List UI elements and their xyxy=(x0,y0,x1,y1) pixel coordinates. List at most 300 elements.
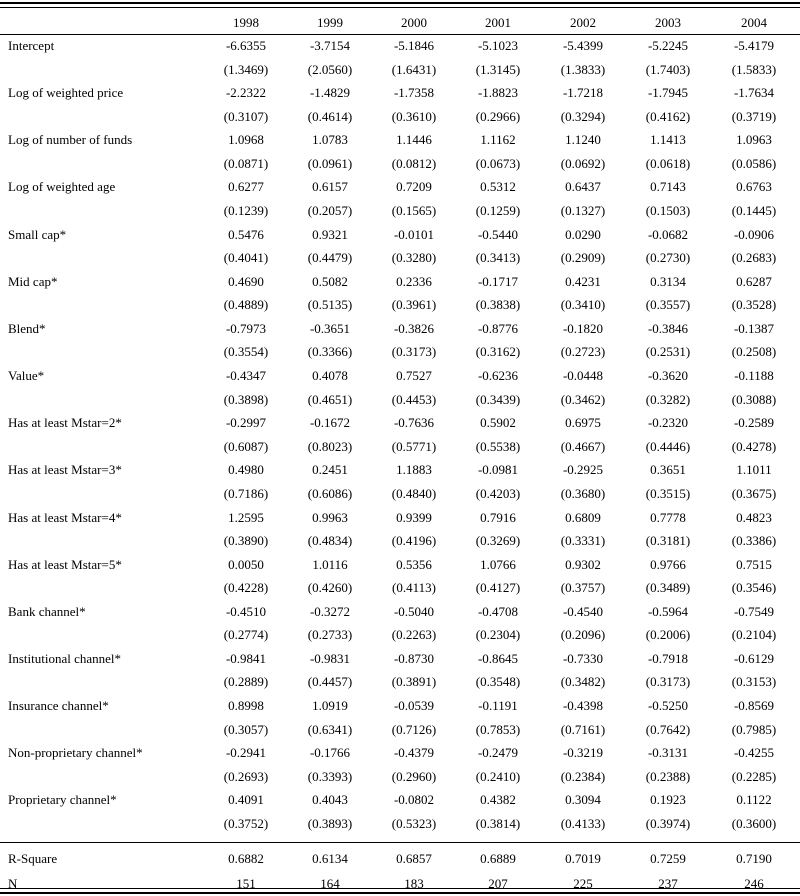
std-error-cell: (0.1445) xyxy=(731,202,777,218)
coefficient-cell: -0.5040 xyxy=(393,603,435,619)
std-error-cell: (0.2410) xyxy=(475,768,521,784)
std-error-cell: (0.4278) xyxy=(731,438,777,454)
std-error-cell: (0.3107) xyxy=(223,108,269,124)
coefficient-cell: 0.7143 xyxy=(650,179,686,195)
std-error-cell: (0.4446) xyxy=(645,438,691,454)
variable-label: Log of number of funds xyxy=(8,132,133,148)
std-error-cell: (1.3833) xyxy=(560,61,606,77)
summary-cell: 0.6857 xyxy=(396,851,432,866)
std-error-cell: (0.4840) xyxy=(391,485,437,501)
coefficient-cell: 0.6809 xyxy=(565,509,601,525)
coefficient-cell: -1.7358 xyxy=(393,85,435,101)
summary-label: R-Square xyxy=(8,851,58,866)
std-error-cell: (0.3489) xyxy=(645,580,691,596)
coefficient-cell: 0.5312 xyxy=(480,179,516,195)
std-error-cell: (0.2304) xyxy=(475,627,521,643)
std-error-cell: (0.4453) xyxy=(391,391,437,407)
coefficient-cell: 1.1446 xyxy=(396,132,432,148)
std-error-row xyxy=(0,389,800,411)
std-error-cell: (0.3269) xyxy=(475,533,521,548)
std-error-cell: (0.2774) xyxy=(223,627,269,643)
coefficient-row xyxy=(0,176,800,198)
coefficient-cell: 0.6157 xyxy=(312,179,348,195)
variable-label: Log of weighted price xyxy=(8,85,124,101)
summary-cell: 0.6889 xyxy=(480,851,516,866)
table-top-rule xyxy=(0,2,800,8)
std-error-cell: (0.6341) xyxy=(307,721,353,737)
std-error-cell: (0.3482) xyxy=(560,674,606,690)
coefficient-row xyxy=(0,365,800,387)
std-error-cell: (0.4162) xyxy=(645,108,691,124)
std-error-cell: (0.0871) xyxy=(223,155,269,171)
std-error-cell: (0.3439) xyxy=(475,391,521,407)
coefficient-cell: -5.4399 xyxy=(562,38,604,53)
variable-label: Mid cap* xyxy=(8,273,58,289)
std-error-cell: (0.3890) xyxy=(223,533,269,548)
coefficient-cell: -0.1191 xyxy=(478,698,518,714)
std-error-row xyxy=(0,153,800,175)
coefficient-cell: -0.3826 xyxy=(393,320,435,336)
std-error-cell: (0.4228) xyxy=(223,580,269,596)
std-error-cell: (0.3057) xyxy=(223,721,269,737)
coefficient-cell: 0.9399 xyxy=(396,509,432,525)
std-error-cell: (0.4457) xyxy=(307,674,353,690)
coefficient-cell: -0.9831 xyxy=(309,650,351,666)
coefficient-cell: -0.9841 xyxy=(225,650,267,666)
coefficient-cell: -6.6355 xyxy=(225,38,267,53)
coefficient-cell: -0.5964 xyxy=(647,603,689,619)
std-error-row xyxy=(0,671,800,693)
std-error-cell: (0.4260) xyxy=(307,580,353,596)
std-error-cell: (0.2730) xyxy=(645,250,691,266)
coefficient-cell: -0.0101 xyxy=(393,226,435,242)
summary-cell: 151 xyxy=(236,876,256,891)
coefficient-cell: 0.6277 xyxy=(228,179,264,195)
coefficient-cell: -1.8823 xyxy=(477,85,519,101)
std-error-cell: (0.0961) xyxy=(307,155,353,171)
variable-label: Log of weighted age xyxy=(8,179,116,195)
coefficient-cell: 0.7209 xyxy=(396,179,432,195)
variable-label: Has at least Mstar=5* xyxy=(8,556,122,572)
coefficient-cell: -0.6129 xyxy=(733,650,775,666)
std-error-cell: (0.4127) xyxy=(475,580,521,596)
std-error-cell: (0.7126) xyxy=(391,721,437,737)
coefficient-row xyxy=(0,601,800,623)
std-error-cell: (1.6431) xyxy=(391,61,437,77)
std-error-cell: (1.3469) xyxy=(223,61,269,77)
coefficient-cell: 0.3651 xyxy=(650,462,686,478)
std-error-cell: (0.3893) xyxy=(307,815,353,831)
coefficient-cell: -0.2997 xyxy=(225,415,267,431)
coefficient-row xyxy=(0,35,800,57)
std-error-cell: (0.4667) xyxy=(560,438,606,454)
coefficient-cell: -0.7636 xyxy=(393,415,435,431)
variable-label: Has at least Mstar=3* xyxy=(8,462,122,478)
std-error-cell: (0.5538) xyxy=(475,438,521,454)
std-error-cell: (0.2006) xyxy=(645,627,691,643)
std-error-cell: (0.1503) xyxy=(645,202,691,218)
coefficient-cell: 1.1413 xyxy=(650,132,686,148)
coefficient-cell: -0.3131 xyxy=(647,745,689,761)
coefficient-row xyxy=(0,789,800,811)
std-error-cell: (0.3675) xyxy=(731,485,777,501)
coefficient-cell: 0.4382 xyxy=(480,792,516,808)
coefficient-cell: 0.5902 xyxy=(480,415,516,431)
coefficient-row xyxy=(0,742,800,764)
year-header: 1999 xyxy=(317,15,343,30)
coefficient-row xyxy=(0,507,800,529)
std-error-cell: (0.4133) xyxy=(560,815,606,831)
table-bottom-rule xyxy=(0,888,800,894)
year-header: 2002 xyxy=(570,15,596,30)
std-error-cell: (0.4196) xyxy=(391,533,437,548)
std-error-cell: (0.3546) xyxy=(731,580,777,596)
coefficient-cell: -0.2589 xyxy=(733,415,775,431)
std-error-cell: (0.4479) xyxy=(307,250,353,266)
std-error-row xyxy=(0,813,800,835)
std-error-cell: (0.2263) xyxy=(391,627,437,643)
std-error-row xyxy=(0,294,800,316)
std-error-cell: (0.2531) xyxy=(645,344,691,360)
std-error-cell: (0.7985) xyxy=(731,721,777,737)
std-error-cell: (0.3548) xyxy=(475,674,521,690)
year-header: 2003 xyxy=(655,15,681,30)
coefficient-cell: -0.2479 xyxy=(477,745,519,761)
coefficient-cell: 0.7515 xyxy=(736,556,772,572)
std-error-cell: (0.3838) xyxy=(475,297,521,313)
std-error-cell: (0.7642) xyxy=(645,721,691,737)
std-error-row xyxy=(0,766,800,788)
std-error-cell: (0.3891) xyxy=(391,674,437,690)
coefficient-cell: 1.0783 xyxy=(312,132,348,148)
std-error-cell: (0.8023) xyxy=(307,438,353,454)
coefficient-cell: 0.5476 xyxy=(228,226,264,242)
std-error-row xyxy=(0,341,800,363)
coefficient-cell: -0.4255 xyxy=(733,745,775,761)
coefficient-cell: 0.6437 xyxy=(565,179,601,195)
summary-row xyxy=(0,848,800,870)
std-error-cell: (0.3294) xyxy=(560,108,606,124)
variable-label: Intercept xyxy=(8,38,55,53)
coefficient-cell: 1.0968 xyxy=(228,132,264,148)
coefficient-cell: 1.1011 xyxy=(736,462,772,478)
coefficient-cell: 1.2595 xyxy=(228,509,264,525)
std-error-cell: (0.1239) xyxy=(223,202,269,218)
coefficient-cell: -0.7918 xyxy=(647,650,689,666)
coefficient-cell: -0.2320 xyxy=(647,415,689,431)
coefficient-row xyxy=(0,224,800,246)
coefficient-cell: -1.7634 xyxy=(733,85,775,101)
variable-label: Non-proprietary channel* xyxy=(8,745,143,761)
std-error-cell: (0.1565) xyxy=(391,202,437,218)
std-error-cell: (0.2693) xyxy=(223,768,269,784)
coefficient-cell: -1.7218 xyxy=(562,85,604,101)
std-error-cell: (0.0673) xyxy=(475,155,521,171)
std-error-cell: (0.0692) xyxy=(560,155,606,171)
coefficient-cell: -0.5250 xyxy=(647,698,689,714)
coefficient-cell: -0.8730 xyxy=(393,650,435,666)
coefficient-cell: 0.9321 xyxy=(312,226,348,242)
coefficient-cell: 0.3134 xyxy=(650,273,686,289)
coefficient-cell: -0.3846 xyxy=(647,320,689,336)
std-error-cell: (0.3528) xyxy=(731,297,777,313)
std-error-cell: (0.4113) xyxy=(392,580,436,596)
coefficient-cell: 0.4980 xyxy=(228,462,264,478)
coefficient-cell: -5.4179 xyxy=(733,38,775,53)
coefficient-cell: -0.5440 xyxy=(477,226,519,242)
coefficient-cell: 0.1923 xyxy=(650,792,686,808)
coefficient-cell: -0.2925 xyxy=(562,462,604,478)
std-error-cell: (0.3719) xyxy=(731,108,777,124)
variable-label: Blend* xyxy=(8,320,46,336)
coefficient-cell: 1.1883 xyxy=(396,462,432,478)
coefficient-cell: -0.8645 xyxy=(477,650,519,666)
coefficient-cell: 0.2451 xyxy=(312,462,348,478)
coefficient-cell: -0.8776 xyxy=(477,320,519,336)
coefficient-cell: -0.4708 xyxy=(477,603,519,619)
std-error-cell: (0.3393) xyxy=(307,768,353,784)
coefficient-row xyxy=(0,129,800,151)
std-error-cell: (1.5833) xyxy=(731,61,777,77)
std-error-cell: (1.7403) xyxy=(645,61,691,77)
std-error-cell: (0.2508) xyxy=(731,344,777,360)
std-error-cell: (0.2285) xyxy=(731,768,777,784)
year-header: 1998 xyxy=(233,15,259,30)
std-error-cell: (0.2723) xyxy=(560,344,606,360)
coefficient-cell: -3.7154 xyxy=(309,38,351,53)
std-error-cell: (0.3600) xyxy=(731,815,777,831)
coefficient-cell: 1.0766 xyxy=(480,556,516,572)
coefficient-row xyxy=(0,318,800,340)
std-error-cell: (0.3757) xyxy=(560,580,606,596)
coefficient-cell: -0.3651 xyxy=(309,320,351,336)
std-error-cell: (0.3366) xyxy=(307,344,353,360)
coefficient-cell: 0.6975 xyxy=(565,415,601,431)
coefficient-cell: -5.1846 xyxy=(393,38,435,53)
summary-cell: 0.6882 xyxy=(228,851,264,866)
summary-cell: 0.7190 xyxy=(736,851,772,866)
std-error-cell: (0.4041) xyxy=(223,250,269,266)
std-error-cell: (0.5323) xyxy=(391,815,437,831)
year-header: 2000 xyxy=(401,15,427,30)
variable-label: Institutional channel* xyxy=(8,650,122,666)
std-error-cell: (0.3898) xyxy=(223,391,269,407)
std-error-cell: (0.0618) xyxy=(645,155,691,171)
std-error-cell: (0.3814) xyxy=(475,815,521,831)
coefficient-cell: -0.1766 xyxy=(309,745,351,761)
coefficient-cell: -0.0802 xyxy=(393,792,435,808)
std-error-row xyxy=(0,624,800,646)
coefficient-cell: 0.7778 xyxy=(650,509,686,525)
variable-label: Has at least Mstar=2* xyxy=(8,415,122,431)
coefficient-cell: 1.0919 xyxy=(312,698,348,714)
coefficient-cell: 0.4231 xyxy=(565,273,601,289)
std-error-cell: (0.3386) xyxy=(731,533,777,548)
coefficient-cell: 0.2336 xyxy=(396,273,432,289)
std-error-cell: (0.3557) xyxy=(645,297,691,313)
coefficient-cell: 0.9963 xyxy=(312,509,348,525)
coefficient-cell: 0.4690 xyxy=(228,273,264,289)
coefficient-row xyxy=(0,82,800,104)
std-error-cell: (0.3515) xyxy=(645,485,691,501)
variable-label: Insurance channel* xyxy=(8,698,109,714)
coefficient-cell: -0.4510 xyxy=(225,603,267,619)
coefficient-cell: -0.7973 xyxy=(225,320,267,336)
std-error-cell: (0.7161) xyxy=(560,721,606,737)
coefficient-cell: -0.1387 xyxy=(733,320,775,336)
std-error-cell: (0.3173) xyxy=(391,344,437,360)
std-error-cell: (0.2733) xyxy=(307,627,353,643)
summary-cell: 237 xyxy=(658,876,678,891)
std-error-cell: (0.3752) xyxy=(223,815,269,831)
coefficient-cell: -1.4829 xyxy=(309,85,351,101)
coefficient-cell: -0.3620 xyxy=(647,368,689,384)
summary-cell: 207 xyxy=(488,876,508,891)
std-error-cell: (0.7853) xyxy=(475,721,521,737)
coefficient-row xyxy=(0,412,800,434)
std-error-cell: (0.2966) xyxy=(475,108,521,124)
std-error-cell: (0.3961) xyxy=(391,297,437,313)
coefficient-cell: -5.2245 xyxy=(647,38,689,53)
summary-cell: 246 xyxy=(744,876,764,891)
summary-cell: 0.7019 xyxy=(565,851,601,866)
std-error-row xyxy=(0,530,800,552)
coefficient-cell: 0.1122 xyxy=(736,792,772,808)
std-error-cell: (0.2057) xyxy=(307,202,353,218)
std-error-cell: (0.3610) xyxy=(391,108,437,124)
coefficient-cell: -0.6236 xyxy=(477,368,519,384)
std-error-row xyxy=(0,436,800,458)
std-error-cell: (0.2889) xyxy=(223,674,269,690)
std-error-cell: (0.2096) xyxy=(560,627,606,643)
std-error-cell: (0.4834) xyxy=(307,533,353,548)
summary-cell: 164 xyxy=(320,876,340,891)
std-error-cell: (0.4203) xyxy=(475,485,521,501)
coefficient-cell: 0.3094 xyxy=(565,792,601,808)
std-error-cell: (0.1327) xyxy=(560,202,606,218)
coefficient-cell: -0.0539 xyxy=(393,698,435,714)
coefficient-cell: -1.7945 xyxy=(647,85,689,101)
std-error-row xyxy=(0,106,800,128)
std-error-cell: (0.6087) xyxy=(223,438,269,454)
summary-cell: 183 xyxy=(404,876,424,891)
coefficient-cell: 1.1240 xyxy=(565,132,601,148)
coefficient-cell: 0.4078 xyxy=(312,368,348,384)
coefficient-cell: -0.0906 xyxy=(733,226,775,242)
coefficient-cell: -0.2941 xyxy=(225,745,267,761)
std-error-cell: (0.0812) xyxy=(391,155,437,171)
std-error-cell: (0.6086) xyxy=(307,485,353,501)
coefficient-cell: -0.4398 xyxy=(562,698,604,714)
coefficient-row xyxy=(0,648,800,670)
std-error-cell: (0.3680) xyxy=(560,485,606,501)
std-error-cell: (0.3162) xyxy=(475,344,521,360)
variable-label: Small cap* xyxy=(8,226,67,242)
coefficient-cell: -0.4540 xyxy=(562,603,604,619)
coefficient-cell: 0.5082 xyxy=(312,273,348,289)
variable-label: Proprietary channel* xyxy=(8,792,117,808)
std-error-cell: (0.3331) xyxy=(560,533,606,548)
coefficient-cell: -0.0682 xyxy=(647,226,689,242)
coefficient-cell: 0.0290 xyxy=(565,226,601,242)
coefficient-cell: -0.0448 xyxy=(562,368,604,384)
std-error-cell: (0.4614) xyxy=(307,108,353,124)
coefficient-cell: 0.6287 xyxy=(736,273,772,289)
variable-label: Has at least Mstar=4* xyxy=(8,509,122,525)
coefficient-cell: 0.6763 xyxy=(736,179,772,195)
std-error-cell: (0.2388) xyxy=(645,768,691,784)
coefficient-row xyxy=(0,459,800,481)
coefficient-cell: 0.4091 xyxy=(228,792,264,808)
coefficient-row xyxy=(0,271,800,293)
coefficient-cell: -0.3272 xyxy=(309,603,351,619)
summary-label: N xyxy=(8,876,18,891)
coefficient-cell: -0.7549 xyxy=(733,603,775,619)
std-error-cell: (0.2960) xyxy=(391,768,437,784)
std-error-cell: (0.4651) xyxy=(307,391,353,407)
stats-rule xyxy=(0,842,800,843)
coefficient-cell: -0.1820 xyxy=(562,320,604,336)
coefficient-cell: -0.0981 xyxy=(477,462,519,478)
std-error-cell: (0.1259) xyxy=(475,202,521,218)
coefficient-cell: -0.1717 xyxy=(477,273,519,289)
std-error-cell: (0.7186) xyxy=(223,485,269,501)
summary-cell: 225 xyxy=(573,876,593,891)
std-error-cell: (0.3554) xyxy=(223,344,269,360)
std-error-row xyxy=(0,719,800,741)
coefficient-cell: -0.1188 xyxy=(734,368,774,384)
coefficient-cell: -0.7330 xyxy=(562,650,604,666)
std-error-cell: (0.3462) xyxy=(560,391,606,407)
coefficient-cell: 0.4043 xyxy=(312,792,348,808)
std-error-cell: (0.4889) xyxy=(223,297,269,313)
std-error-cell: (0.2683) xyxy=(731,250,777,266)
coefficient-cell: 0.4823 xyxy=(736,509,772,525)
coefficient-cell: -0.3219 xyxy=(562,745,604,761)
coefficient-cell: 1.0963 xyxy=(736,132,772,148)
coefficient-cell: -0.4379 xyxy=(393,745,435,761)
coefficient-cell: 0.7916 xyxy=(480,509,516,525)
std-error-cell: (0.2104) xyxy=(731,627,777,643)
header-row xyxy=(0,12,800,34)
coefficient-row xyxy=(0,695,800,717)
coefficient-cell: -0.4347 xyxy=(225,368,267,384)
std-error-cell: (0.3173) xyxy=(645,674,691,690)
std-error-row xyxy=(0,577,800,599)
std-error-cell: (0.2384) xyxy=(560,768,606,784)
std-error-cell: (0.3280) xyxy=(391,250,437,266)
std-error-cell: (0.3153) xyxy=(731,674,777,690)
std-error-cell: (0.5771) xyxy=(391,438,437,454)
coefficient-cell: 0.9302 xyxy=(565,556,601,572)
summary-cell: 0.7259 xyxy=(650,851,686,866)
year-header: 2001 xyxy=(485,15,511,30)
variable-label: Value* xyxy=(8,368,45,384)
coefficient-cell: -2.2322 xyxy=(225,85,267,101)
coefficient-cell: 1.0116 xyxy=(312,556,348,572)
std-error-row xyxy=(0,200,800,222)
summary-cell: 0.6134 xyxy=(312,851,348,866)
coefficient-cell: 0.7527 xyxy=(396,368,432,384)
coefficient-cell: 0.8998 xyxy=(228,698,264,714)
std-error-cell: (0.3088) xyxy=(731,391,777,407)
std-error-cell: (0.3282) xyxy=(645,391,691,407)
variable-label: Bank channel* xyxy=(8,603,86,619)
coefficient-cell: -0.8569 xyxy=(733,698,775,714)
year-header: 2004 xyxy=(741,15,767,30)
std-error-cell: (0.2909) xyxy=(560,250,606,266)
std-error-cell: (1.3145) xyxy=(475,61,521,77)
